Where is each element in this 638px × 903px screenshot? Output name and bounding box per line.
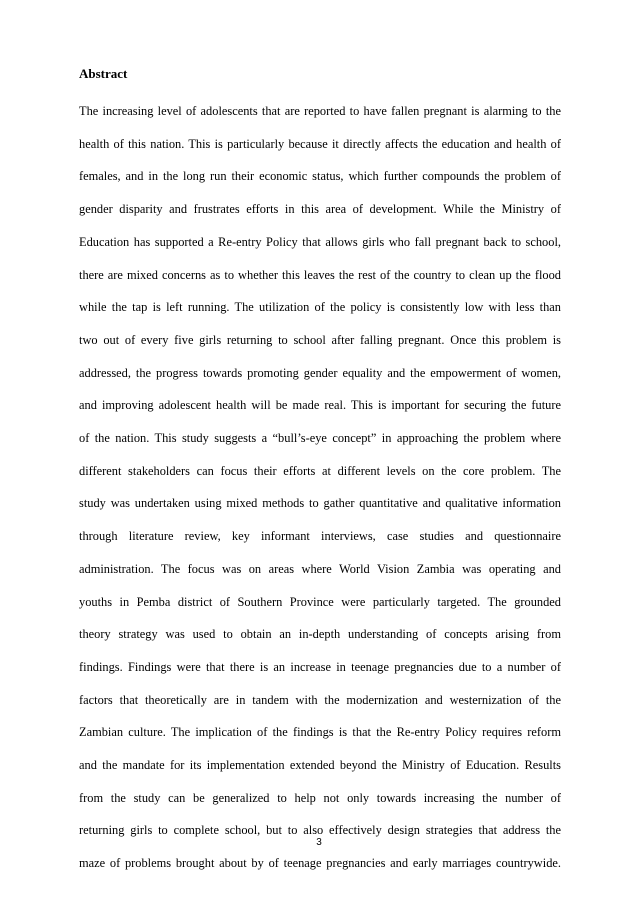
abstract-line: returning girls to complete school, but to also effectively design strategies that address the [79, 823, 561, 837]
abstract-line: maze of problems brought about by of teenage pregnancies and early marriages countrywide. [79, 856, 561, 870]
abstract-line: administration. The focus was on areas where World Vision Zambia was operating and [79, 562, 561, 576]
abstract-line: The increasing level of adolescents that are reported to have fallen pregnant is alarming to the [79, 104, 561, 118]
abstract-line: gender disparity and frustrates efforts in this area of development. While the Ministry of [79, 202, 561, 216]
abstract-line: study was undertaken using mixed methods to gather quantitative and qualitative information [79, 496, 561, 510]
abstract-line: Education has supported a Re-entry Policy that allows girls who fall pregnant back to school, [79, 235, 561, 249]
abstract-line: different stakeholders can focus their efforts at different levels on the core problem. The [79, 464, 561, 478]
abstract-line: while the tap is left running. The utilization of the policy is consistently low with less than [79, 300, 561, 314]
abstract-line: youths in Pemba district of Southern Province were particularly targeted. The grounded [79, 595, 561, 609]
abstract-line: females, and in the long run their economic status, which further compounds the problem of [79, 169, 561, 183]
abstract-line: and improving adolescent health will be made real. This is important for securing the future [79, 398, 561, 412]
abstract-line: from the study can be generalized to help not only towards increasing the number of [79, 791, 561, 805]
abstract-line: theory strategy was used to obtain an in-depth understanding of concepts arising from [79, 627, 561, 641]
abstract-line: through literature review, key informant interviews, case studies and questionnaire [79, 529, 561, 543]
abstract-line: Zambian culture. The implication of the findings is that the Re-entry Policy requires reform [79, 725, 561, 739]
abstract-line: of the nation. This study suggests a “bull’s-eye concept” in approaching the problem where [79, 431, 561, 445]
abstract-line: addressed, the progress towards promoting gender equality and the empowerment of women, [79, 366, 561, 380]
abstract-line: and the mandate for its implementation extended beyond the Ministry of Education. Results [79, 758, 561, 772]
abstract-line: factors that theoretically are in tandem with the modernization and westernization of the [79, 693, 561, 707]
abstract-heading: Abstract [79, 66, 128, 81]
abstract-line: findings. Findings were that there is an increase in teenage pregnancies due to a number of [79, 660, 561, 674]
abstract-line: two out of every five girls returning to school after falling pregnant. Once this problem is [79, 333, 561, 347]
abstract-line: health of this nation. This is particularly because it directly affects the education and health of [79, 137, 561, 151]
page-number: 3 [316, 837, 322, 848]
abstract-line: there are mixed concerns as to whether this leaves the rest of the country to clean up the flood [79, 268, 561, 282]
